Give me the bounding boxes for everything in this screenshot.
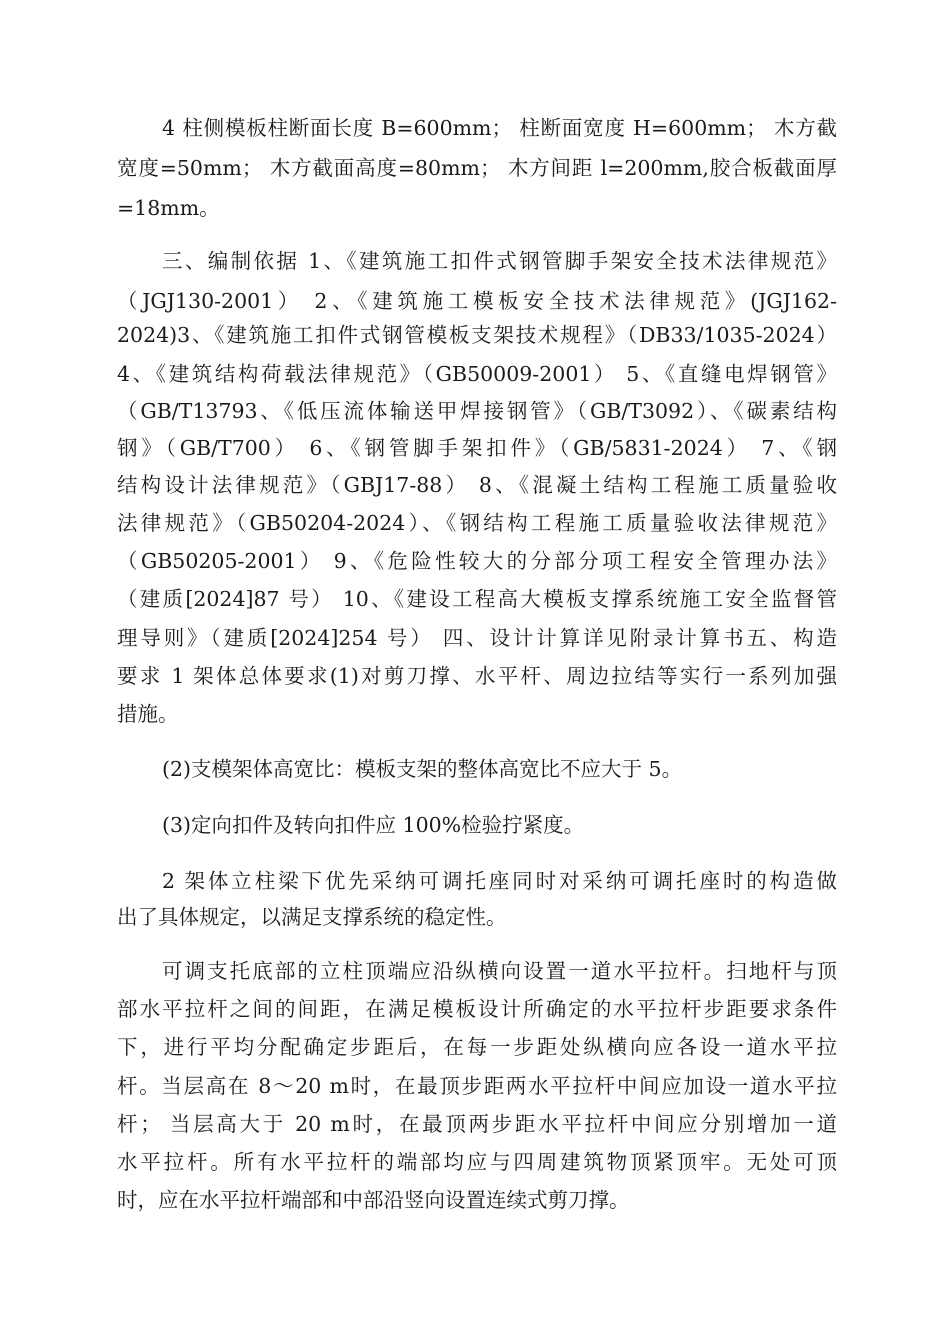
text-line: 要求 1 架体总体要求(1)对剪刀撑、水平杆、周边拉结等实行一系列加强: [117, 664, 837, 688]
text-line: 下，进行平均分配确定步距后，在每一步距处纵横向应各设一道水平拉: [117, 1035, 837, 1059]
text-line: =18mm。: [117, 196, 220, 220]
text-line: (3)定向扣件及转向扣件应 100%检验拧紧度。: [162, 813, 585, 837]
text-line: 杆； 当层高大于 20 m时，在最顶两步距水平拉杆中间应分别增加一道: [117, 1112, 837, 1136]
text-line: 4 柱侧模板柱断面长度 B=600mm； 柱断面宽度 H=600mm； 木方截: [162, 116, 837, 140]
text-line: 结构设计法律规范》（GBJ17-88） 8、《混凝土结构工程施工质量验收: [117, 473, 837, 497]
text-line: （JGJ130-2001） 2、《建筑施工模板安全技术法律规范》(JGJ162-: [117, 289, 837, 313]
text-line: 法律规范》（GB50204-2024）、《钢结构工程施工质量验收法律规范》: [117, 511, 837, 535]
text-line: （GB50205-2001） 9、《危险性较大的分部分项工程安全管理办法》: [117, 549, 837, 573]
text-line: 部水平拉杆之间的间距，在满足模板设计所确定的水平拉杆步距要求条件: [117, 997, 837, 1021]
text-line: 4、《建筑结构荷载法律规范》（GB50009-2001） 5、《直缝电焊钢管》: [117, 362, 837, 386]
text-line: 时，应在水平拉杆端部和中部沿竖向设置连续式剪刀撑。: [117, 1188, 630, 1212]
text-line: 2024)3、《建筑施工扣件式钢管模板支架技术规程》（DB33/1035-2024）: [117, 323, 837, 347]
text-line: 出了具体规定，以满足支撑系统的稳定性。: [117, 905, 507, 929]
text-line: （建质[2024]87 号） 10、《建设工程高大模板支撑系统施工安全监督管: [117, 587, 837, 611]
text-line: 杆。当层高在 8～20 m时，在最顶步距两水平拉杆中间应加设一道水平拉: [117, 1074, 837, 1098]
text-line: 宽度=50mm； 木方截面高度=80mm； 木方间距 l=200mm,胶合板截面厚: [117, 156, 837, 180]
text-line: 2 架体立柱梁下优先采纳可调托座同时对采纳可调托座时的构造做: [162, 869, 837, 893]
text-line: 理导则》（建质[2024]254 号） 四、设计计算详见附录计算书五、构造: [117, 626, 837, 650]
text-line: 三、编制依据 1、《建筑施工扣件式钢管脚手架安全技术法律规范》: [162, 249, 837, 273]
text-line: 措施。: [117, 702, 179, 726]
text-line: 钢》（GB/T700） 6、《钢管脚手架扣件》（GB/5831-2024） 7、《钢: [117, 436, 837, 460]
text-line: (2)支模架体高宽比：模板支架的整体高宽比不应大于 5。: [162, 757, 683, 781]
text-line: （GB/T13793、《低压流体输送甲焊接钢管》（GB/T3092）、《碳素结构: [117, 399, 837, 423]
text-line: 可调支托底部的立柱顶端应沿纵横向设置一道水平拉杆。扫地杆与顶: [162, 959, 837, 983]
text-line: 水平拉杆。所有水平拉杆的端部均应与四周建筑物顶紧顶牢。无处可顶: [117, 1150, 837, 1174]
